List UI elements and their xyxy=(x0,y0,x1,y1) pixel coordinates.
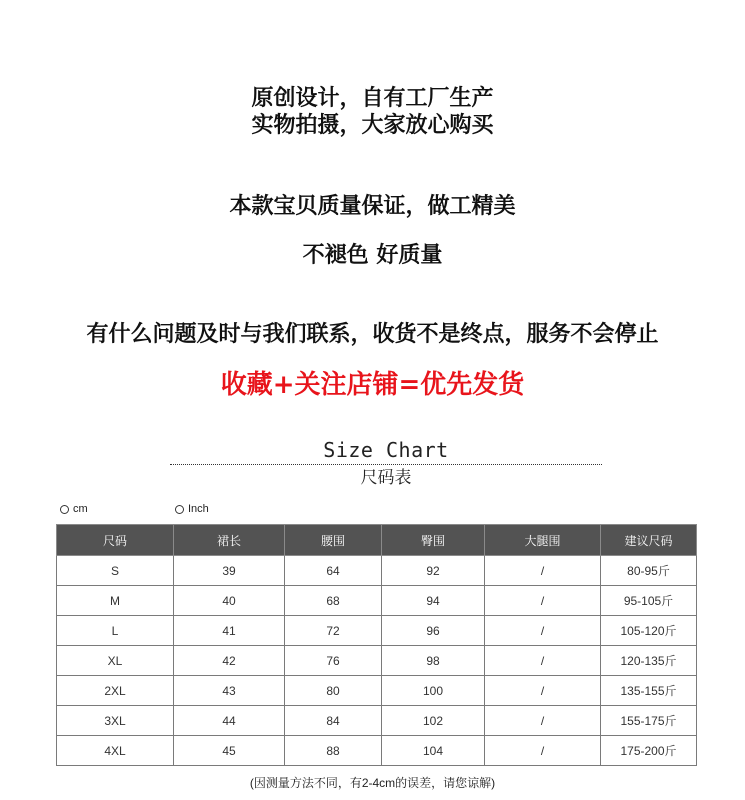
cell-hip: 98 xyxy=(382,646,485,676)
unit-option-inch[interactable] xyxy=(175,502,209,516)
unit-label: cm xyxy=(73,503,88,515)
cell-hip: 104 xyxy=(382,736,485,766)
promo-line-original-design: 原创设计，自有工厂生产 xyxy=(251,85,494,111)
cell-hip: 102 xyxy=(382,706,485,736)
cell-size: L xyxy=(57,616,174,646)
header-recommended-size: 建议尺码 xyxy=(601,525,697,556)
cell-recommended: 155-175斤 xyxy=(601,706,697,736)
cell-recommended: 120-135斤 xyxy=(601,646,697,676)
size-chart-subtitle: 尺码表 xyxy=(360,468,412,488)
cell-hip: 96 xyxy=(382,616,485,646)
cell-thigh: / xyxy=(485,556,601,586)
radio-icon xyxy=(60,505,69,514)
radio-icon xyxy=(175,505,184,514)
header-thigh: 大腿围 xyxy=(485,525,601,556)
cell-waist: 76 xyxy=(285,646,382,676)
cell-waist: 88 xyxy=(285,736,382,766)
header-skirt-length: 裙长 xyxy=(174,525,285,556)
cell-skirt-length: 44 xyxy=(174,706,285,736)
cell-size: 3XL xyxy=(57,706,174,736)
table-row xyxy=(57,676,697,706)
cell-skirt-length: 40 xyxy=(174,586,285,616)
measurement-note: (因测量方法不同，有2-4cm的误差，请您谅解) xyxy=(249,776,496,790)
unit-label: Inch xyxy=(188,503,209,515)
cell-thigh: / xyxy=(485,616,601,646)
size-chart-divider xyxy=(170,464,602,465)
table-row xyxy=(57,556,697,586)
header-hip: 臀围 xyxy=(382,525,485,556)
cell-skirt-length: 43 xyxy=(174,676,285,706)
cell-hip: 100 xyxy=(382,676,485,706)
header-waist: 腰围 xyxy=(285,525,382,556)
cell-waist: 80 xyxy=(285,676,382,706)
promo-line-contact-us: 有什么问题及时与我们联系，收货不是终点，服务不会停止 xyxy=(86,321,659,347)
cell-waist: 68 xyxy=(285,586,382,616)
cell-recommended: 80-95斤 xyxy=(601,556,697,586)
cell-skirt-length: 42 xyxy=(174,646,285,676)
table-row xyxy=(57,736,697,766)
cell-thigh: / xyxy=(485,586,601,616)
size-table xyxy=(56,524,697,766)
promo-line-favorite-priority: 收藏+关注店铺=优先发货 xyxy=(220,370,525,400)
cell-recommended: 95-105斤 xyxy=(601,586,697,616)
cell-thigh: / xyxy=(485,706,601,736)
cell-recommended: 105-120斤 xyxy=(601,616,697,646)
cell-hip: 92 xyxy=(382,556,485,586)
cell-size: S xyxy=(57,556,174,586)
cell-thigh: / xyxy=(485,646,601,676)
cell-skirt-length: 39 xyxy=(174,556,285,586)
promo-line-quality-guarantee: 本款宝贝质量保证，做工精美 xyxy=(229,193,516,219)
cell-recommended: 175-200斤 xyxy=(601,736,697,766)
header-size: 尺码 xyxy=(57,525,174,556)
cell-skirt-length: 45 xyxy=(174,736,285,766)
cell-size: XL xyxy=(57,646,174,676)
cell-skirt-length: 41 xyxy=(174,616,285,646)
cell-waist: 64 xyxy=(285,556,382,586)
cell-thigh: / xyxy=(485,736,601,766)
cell-recommended: 135-155斤 xyxy=(601,676,697,706)
cell-size: 2XL xyxy=(57,676,174,706)
promo-line-no-fade: 不褪色 好质量 xyxy=(302,242,443,268)
size-chart-title: Size Chart xyxy=(323,438,449,462)
table-header-row xyxy=(57,525,697,556)
unit-option-cm[interactable] xyxy=(60,502,88,516)
cell-hip: 94 xyxy=(382,586,485,616)
table-row xyxy=(57,616,697,646)
cell-waist: 84 xyxy=(285,706,382,736)
table-row xyxy=(57,586,697,616)
cell-size: 4XL xyxy=(57,736,174,766)
promo-line-real-photos: 实物拍摄，大家放心购买 xyxy=(251,112,494,138)
cell-thigh: / xyxy=(485,676,601,706)
cell-size: M xyxy=(57,586,174,616)
table-row xyxy=(57,706,697,736)
cell-waist: 72 xyxy=(285,616,382,646)
table-row xyxy=(57,646,697,676)
